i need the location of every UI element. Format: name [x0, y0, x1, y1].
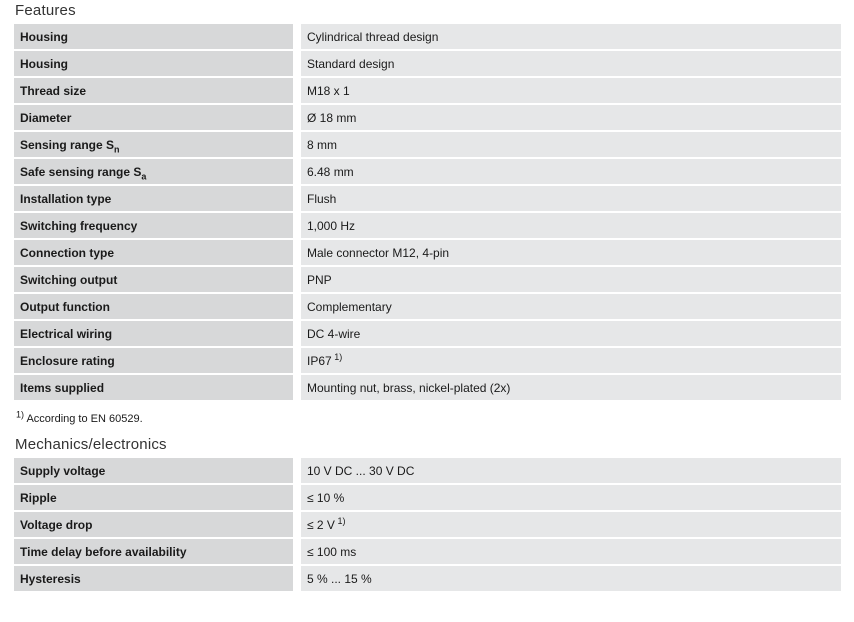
table-row — [14, 485, 841, 510]
footnote — [16, 409, 841, 425]
spec-value: Complementary — [301, 294, 841, 319]
spec-value: 8 mm — [301, 132, 841, 157]
table-row — [14, 512, 841, 537]
mechanics-electronics-table — [14, 458, 841, 591]
table-row — [14, 132, 841, 157]
section-title-mechanics-electronics: Mechanics/electronics — [15, 436, 167, 453]
spec-label: Items supplied — [14, 375, 293, 400]
table-row — [14, 240, 841, 265]
features-table — [14, 24, 841, 400]
table-row — [14, 294, 841, 319]
table-row — [14, 267, 841, 292]
spec-value: ≤ 100 ms — [301, 539, 841, 564]
table-row — [14, 24, 841, 49]
spec-value: 5 % ... 15 % — [301, 566, 841, 591]
spec-value: Male connector M12, 4-pin — [301, 240, 841, 265]
spec-value: 10 V DC ... 30 V DC — [301, 458, 841, 483]
table-row — [14, 51, 841, 76]
spec-value: PNP — [301, 267, 841, 292]
table-row — [14, 566, 841, 591]
spec-label: Safe sensing range $S_a$ — [14, 159, 293, 184]
table-row — [14, 213, 841, 238]
spec-label: Diameter — [14, 105, 293, 130]
table-row — [14, 78, 841, 103]
spec-label: Installation type — [14, 186, 293, 211]
spec-value: Mounting nut, brass, nickel-plated (2x) — [301, 375, 841, 400]
spec-value: 1,000 Hz — [301, 213, 841, 238]
spec-value: 6.48 mm — [301, 159, 841, 184]
spec-label: Switching frequency — [14, 213, 293, 238]
spec-label: Electrical wiring — [14, 321, 293, 346]
spec-value: ≤ 2 V $^{1)}$ — [301, 512, 841, 537]
spec-value: DC 4-wire — [301, 321, 841, 346]
spec-label: Switching output — [14, 267, 293, 292]
spec-label: Ripple — [14, 485, 293, 510]
spec-label: Voltage drop — [14, 512, 293, 537]
table-row — [14, 539, 841, 564]
spec-label: Output function — [14, 294, 293, 319]
spec-value: M18 x 1 — [301, 78, 841, 103]
table-row — [14, 375, 841, 400]
table-row — [14, 159, 841, 184]
spec-value: Cylindrical thread design — [301, 24, 841, 49]
footnote-marker: 1) — [16, 409, 25, 420]
spec-label: Supply voltage — [14, 458, 293, 483]
table-row — [14, 321, 841, 346]
section-title-features: Features — [15, 2, 76, 19]
spec-label: Housing — [14, 24, 293, 49]
footnote-text: According to EN 60529. — [24, 413, 143, 425]
spec-value: Standard design — [301, 51, 841, 76]
spec-label: Thread size — [14, 78, 293, 103]
spec-label: Time delay before availability — [14, 539, 293, 564]
table-row — [14, 348, 841, 373]
spec-value: Ø 18 mm — [301, 105, 841, 130]
spec-label: Hysteresis — [14, 566, 293, 591]
table-row — [14, 186, 841, 211]
spec-label: Enclosure rating — [14, 348, 293, 373]
table-row — [14, 458, 841, 483]
spec-label: Housing — [14, 51, 293, 76]
spec-label: Connection type — [14, 240, 293, 265]
table-row — [14, 105, 841, 130]
spec-value: Flush — [301, 186, 841, 211]
spec-value: IP67 $^{1)}$ — [301, 348, 841, 373]
spec-value: ≤ 10 % — [301, 485, 841, 510]
spec-label: Sensing range $S_n$ — [14, 132, 293, 157]
